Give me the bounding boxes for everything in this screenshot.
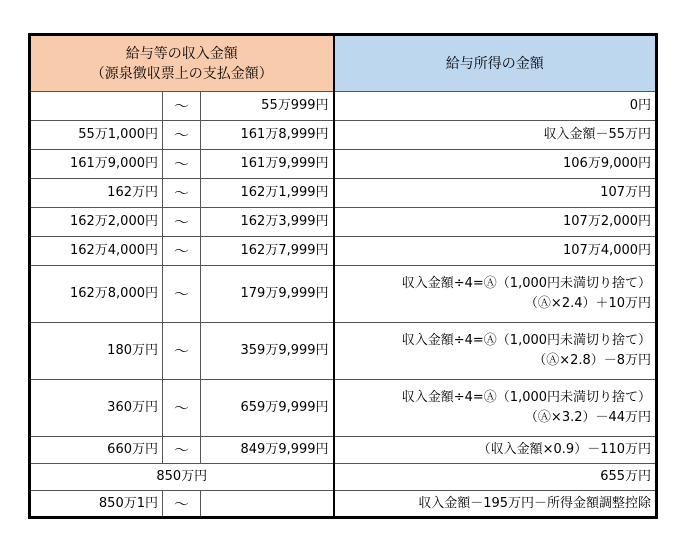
formula-line1: 収入金額÷4=Ⓐ（1,000円未満切り捨て） xyxy=(401,390,652,405)
range-from xyxy=(30,92,163,121)
range-tilde: ～ xyxy=(163,491,201,518)
range-to: 55万999円 xyxy=(201,92,334,121)
range-tilde: ～ xyxy=(163,150,201,179)
salary-income-table xyxy=(28,33,658,519)
range-to: 849万9,999円 xyxy=(201,437,334,464)
range-to: 179万9,999円 xyxy=(201,266,334,323)
table-row xyxy=(30,92,657,121)
range-to: 359万9,999円 xyxy=(201,323,334,380)
range-tilde: ～ xyxy=(163,208,201,237)
table-row xyxy=(30,323,657,380)
table-row xyxy=(30,437,657,464)
range-from: 161万9,000円 xyxy=(30,150,163,179)
income-result xyxy=(334,380,657,437)
range-to: 162万3,999円 xyxy=(201,208,334,237)
range-from: 660万円 xyxy=(30,437,163,464)
table-row xyxy=(30,380,657,437)
range-from: 162万2,000円 xyxy=(30,208,163,237)
income-result: 収入金額－195万円－所得金額調整控除 xyxy=(334,491,657,518)
income-result: 107万2,000円 xyxy=(334,208,657,237)
table-row xyxy=(30,491,657,518)
formula-line2: （Ⓐ×3.2）－44万円 xyxy=(524,410,652,425)
single-value: 850万円 xyxy=(30,464,334,491)
range-from: 850万1円 xyxy=(30,491,163,518)
income-result: 0円 xyxy=(334,92,657,121)
range-tilde: ～ xyxy=(163,266,201,323)
income-result xyxy=(334,323,657,380)
income-result xyxy=(334,266,657,323)
income-result: 収入金額－55万円 xyxy=(334,121,657,150)
range-tilde: ～ xyxy=(163,121,201,150)
range-tilde: ～ xyxy=(163,237,201,266)
header-income-amount xyxy=(30,35,334,92)
table-row xyxy=(30,208,657,237)
header-income-line1: 給与等の収入金額 xyxy=(125,45,238,62)
range-to: 162万1,999円 xyxy=(201,179,334,208)
range-tilde: ～ xyxy=(163,437,201,464)
income-result: 106万9,000円 xyxy=(334,150,657,179)
income-result: 107万円 xyxy=(334,179,657,208)
range-tilde: ～ xyxy=(163,92,201,121)
table-row xyxy=(30,237,657,266)
header-income-line2: （源泉徴収票上の支払金額） xyxy=(90,65,273,82)
range-to: 162万7,999円 xyxy=(201,237,334,266)
range-from: 360万円 xyxy=(30,380,163,437)
range-tilde: ～ xyxy=(163,380,201,437)
formula-line1: 収入金額÷4=Ⓐ（1,000円未満切り捨て） xyxy=(401,333,652,348)
range-to: 161万9,999円 xyxy=(201,150,334,179)
range-to: 659万9,999円 xyxy=(201,380,334,437)
income-result: （収入金額×0.9）－110万円 xyxy=(334,437,657,464)
header-salary-income: 給与所得の金額 xyxy=(334,35,657,92)
range-from: 162万4,000円 xyxy=(30,237,163,266)
table-row xyxy=(30,266,657,323)
range-from: 180万円 xyxy=(30,323,163,380)
table-row xyxy=(30,150,657,179)
range-from: 55万1,000円 xyxy=(30,121,163,150)
table-row xyxy=(30,464,657,491)
formula-line2: （Ⓐ×2.4）＋10万円 xyxy=(524,296,652,311)
formula-line1: 収入金額÷4=Ⓐ（1,000円未満切り捨て） xyxy=(401,276,652,291)
range-tilde: ～ xyxy=(163,323,201,380)
range-to: 161万8,999円 xyxy=(201,121,334,150)
header-row xyxy=(30,35,657,92)
range-tilde: ～ xyxy=(163,179,201,208)
table-row xyxy=(30,179,657,208)
range-to xyxy=(201,491,334,518)
range-from: 162万円 xyxy=(30,179,163,208)
table-row xyxy=(30,121,657,150)
formula-line2: （Ⓐ×2.8）－8万円 xyxy=(533,353,652,368)
income-result: 107万4,000円 xyxy=(334,237,657,266)
range-from: 162万8,000円 xyxy=(30,266,163,323)
income-result: 655万円 xyxy=(334,464,657,491)
